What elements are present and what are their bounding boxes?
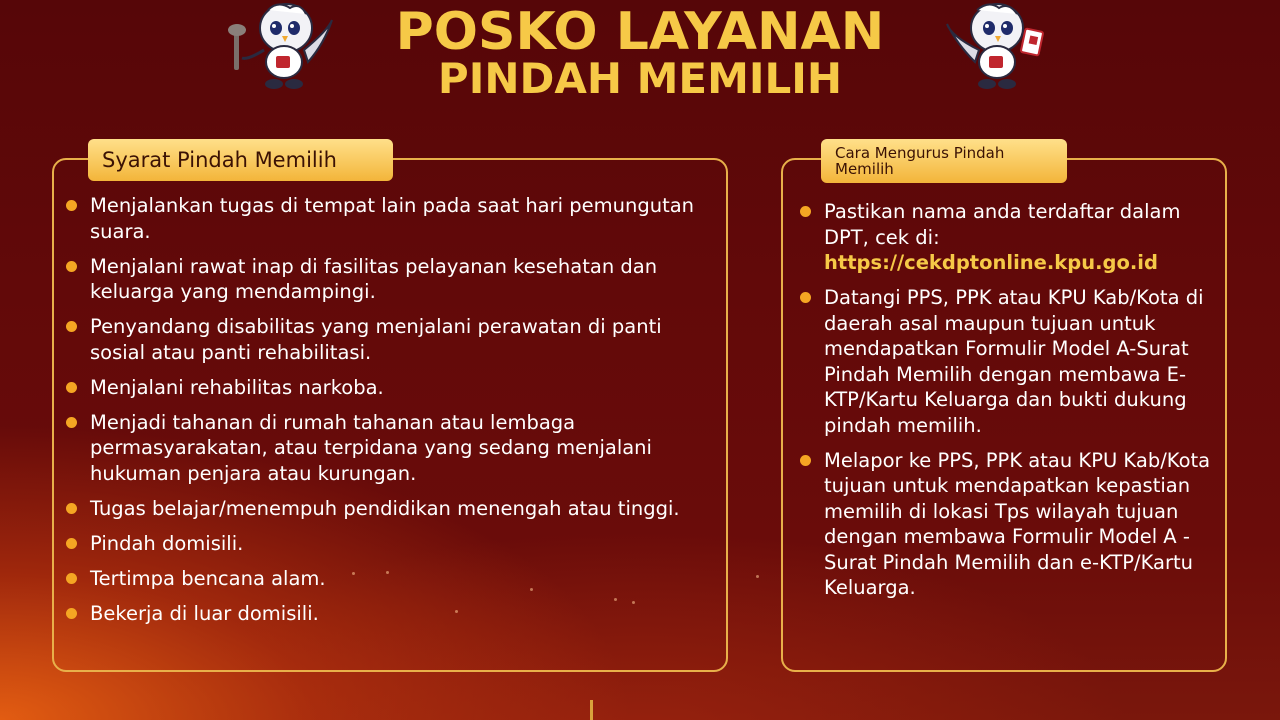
page-subtitle: PINDAH MEMILIH: [437, 54, 843, 103]
bullet-icon: [800, 292, 811, 303]
bullet-icon: [800, 206, 811, 217]
list-item: [66, 601, 716, 627]
cara-list: [800, 199, 1226, 610]
list-item: [66, 375, 716, 401]
list-item: [66, 314, 716, 365]
list-item-text: Melapor ke PPS, PPK atau KPU Kab/Kota tujuan untuk mendapatkan kepastian memilih di lokasi Tps wilayah tujuan dengan membawa Formulir Model A - Surat Pindah Memilih dan e-KTP/Kartu Keluarga.: [824, 448, 1211, 599]
syarat-heading: Syarat Pindah Memilih: [88, 139, 393, 181]
list-item-text: Tertimpa bencana alam.: [90, 566, 326, 590]
list-item-text: Menjalankan tugas di tempat lain pada saat hari pemungutan suara.: [90, 194, 695, 243]
bullet-icon: [66, 200, 77, 211]
list-item: [66, 531, 716, 557]
bullet-icon: [66, 538, 77, 549]
bullet-icon: [800, 455, 811, 466]
list-item: [800, 199, 1226, 276]
syarat-list: [66, 193, 716, 636]
list-item: [800, 285, 1226, 438]
list-item: [66, 496, 716, 522]
list-item: [66, 254, 716, 305]
bullet-icon: [66, 573, 77, 584]
list-item-text: Tugas belajar/menempuh pendidikan menengah atau tinggi.: [90, 496, 680, 520]
list-item-text: Menjalani rawat inap di fasilitas pelayanan kesehatan dan keluarga yang mendampingi.: [90, 254, 658, 303]
page-title: POSKO LAYANAN: [395, 2, 885, 62]
list-item: [66, 410, 716, 487]
bullet-icon: [66, 417, 77, 428]
list-item-text: Pastikan nama anda terdaftar dalam DPT, cek di:: [824, 200, 1181, 249]
list-item-text: Datangi PPS, PPK atau KPU Kab/Kota di daerah asal maupun tujuan untuk mendapatkan Formulir Model A-Surat Pindah Memilih dengan membawa E-KTP/Kartu Keluarga dan bukti dukung pindah memilih.: [824, 286, 1204, 437]
bullet-icon: [66, 608, 77, 619]
list-item-text: Menjadi tahanan di rumah tahanan atau lembaga permasyarakatan, atau terpidana yang sedang menjalani hukuman penjara atau kurungan.: [90, 410, 652, 485]
sparkle-dot: [756, 575, 759, 578]
list-item: [66, 566, 716, 592]
list-item: [800, 448, 1226, 601]
bullet-icon: [66, 261, 77, 272]
bottom-divider: [590, 700, 593, 720]
list-item-text: Penyandang disabilitas yang menjalani perawatan di panti sosial atau panti rehabilitasi.: [90, 315, 662, 364]
list-item: [66, 193, 716, 244]
list-item-text: Bekerja di luar domisili.: [90, 601, 319, 625]
bullet-icon: [66, 503, 77, 514]
cara-heading: Cara Mengurus Pindah Memilih: [821, 139, 1067, 183]
bullet-icon: [66, 382, 77, 393]
bullet-icon: [66, 321, 77, 332]
cekdpt-link[interactable]: https://cekdptonline.kpu.go.id: [824, 251, 1158, 274]
list-item-text: Menjalani rehabilitas narkoba.: [90, 375, 384, 399]
list-item-text: Pindah domisili.: [90, 531, 244, 555]
